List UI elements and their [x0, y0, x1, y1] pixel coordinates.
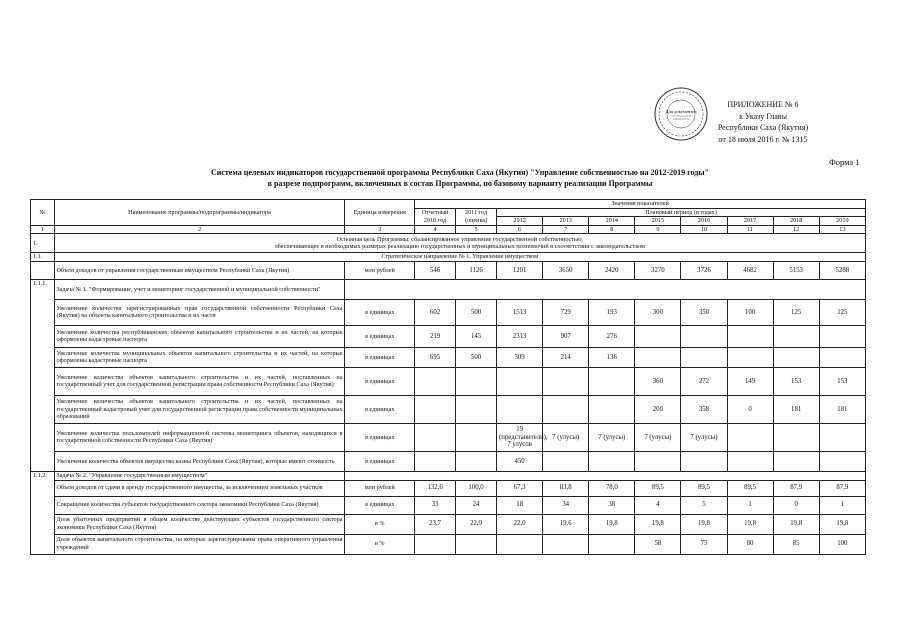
indicator-value — [727, 451, 773, 471]
indicator-value — [773, 325, 819, 347]
indicator-value: 19,8 — [589, 514, 635, 534]
indicator-value: 3270 — [635, 261, 681, 279]
indicators-table — [30, 199, 866, 555]
indicator-unit: млн рублей — [345, 261, 415, 279]
indicator-value: 89,5 — [727, 480, 773, 496]
header-estimate-year: 2011 год (оценка) — [456, 208, 497, 225]
column-number: 5 — [456, 225, 497, 234]
task-number: 1.1.1. — [31, 279, 55, 471]
direction-number: 1.1. — [31, 253, 55, 262]
indicator-value — [773, 347, 819, 367]
indicator-value: 100 — [819, 534, 865, 554]
indicator-value — [681, 325, 727, 347]
indicator-unit: в единицах — [345, 299, 415, 325]
indicator-value — [773, 423, 819, 451]
indicator-value: 149 — [727, 367, 773, 395]
indicator-value: 602 — [415, 299, 456, 325]
indicator-value: 19,8 — [727, 514, 773, 534]
indicator-value: 3726 — [681, 261, 727, 279]
indicator-value: 729 — [543, 299, 589, 325]
indicator-value: 5 — [681, 496, 727, 514]
indicator-value: 5288 — [819, 261, 865, 279]
title-line: Система целевых индикаторов государственной программы Республики Саха (Якутия) "Управление собственностью на 2012-2019 годы" — [210, 168, 710, 177]
indicator-value: 7 (улусы) — [681, 423, 727, 451]
indicator-value: 7 (улусы) — [589, 423, 635, 451]
number-cell — [31, 261, 55, 279]
indicator-name: Увеличение количества пользователей информационной системы мониторинга объектов, находящихся в государственной собственности Республики Саха (Якутия) — [54, 423, 345, 451]
indicator-value: 200 — [635, 395, 681, 423]
header-year: 2013 — [543, 217, 589, 226]
indicator-value: 276 — [589, 325, 635, 347]
indicator-value: 125 — [773, 299, 819, 325]
indicator-value: 125 — [819, 299, 865, 325]
header-year: 2015 — [635, 217, 681, 226]
table-row — [31, 261, 866, 279]
appendix-line: ПРИЛОЖЕНИЕ № 6 — [727, 100, 799, 109]
table-row — [31, 367, 866, 395]
indicator-value: 181 — [773, 395, 819, 423]
direction-row — [31, 253, 866, 262]
indicator-name: Объем доходов от сдачи в аренду государственного имущества, за исключением земельных участков — [54, 480, 345, 496]
column-number: 10 — [681, 225, 727, 234]
indicator-name: Сокращение количества субъектов государственного сектора экономики Республики Саха (Якутия) — [54, 496, 345, 514]
indicator-value — [635, 325, 681, 347]
indicator-value: 80 — [727, 534, 773, 554]
header-year: 2012 — [497, 217, 543, 226]
header-plan-period: Плановый период (в годах) — [497, 208, 866, 217]
table-row — [31, 534, 866, 554]
indicator-unit: в единицах — [345, 451, 415, 471]
table-row — [31, 423, 866, 451]
indicator-name: Увеличение количества объектов капитального строительства и их частей, поставленных на государственный учет для государственной регистрации права собственности Республики Саха (Якутия) — [54, 367, 345, 395]
indicator-value: 22,9 — [456, 514, 497, 534]
column-number: 11 — [727, 225, 773, 234]
header-year: 2016 — [681, 217, 727, 226]
indicator-value: 87,9 — [819, 480, 865, 496]
indicator-value: 24 — [456, 496, 497, 514]
task-row — [31, 279, 866, 299]
indicator-value: 89,5 — [681, 480, 727, 496]
indicator-value — [543, 395, 589, 423]
table-row — [31, 325, 866, 347]
header-year: 2014 — [589, 217, 635, 226]
indicator-unit: в единицах — [345, 423, 415, 451]
indicator-value: 1 — [727, 496, 773, 514]
header-values: Значения показателей — [415, 200, 866, 209]
indicator-name: Увеличение количества объектов имущества казны Республики Саха (Якутия), которые имеют стоимость — [54, 451, 345, 471]
indicator-value — [635, 451, 681, 471]
indicator-value: 1201 — [497, 261, 543, 279]
indicator-value: 136 — [589, 347, 635, 367]
indicator-value — [543, 451, 589, 471]
indicator-value: 3650 — [543, 261, 589, 279]
indicator-unit: в % — [345, 534, 415, 554]
indicator-unit: в % — [345, 514, 415, 534]
empty-cell — [345, 279, 866, 299]
direction-text: Стратегическое направление № 1. Управление имуществом — [54, 253, 865, 262]
header-number: № — [31, 200, 55, 226]
indicator-name: Объем доходов от управления государственным имуществом Республики Саха (Якутия) — [54, 261, 345, 279]
official-seal — [653, 86, 709, 142]
task-number: 1.1.2. — [31, 471, 55, 554]
header-name: Наименование программы/подпрограммы/индикатора — [54, 200, 345, 226]
indicator-value: 4 — [635, 496, 681, 514]
column-number: 2 — [54, 225, 345, 234]
indicator-value: 214 — [543, 347, 589, 367]
indicator-value: 19,8 — [819, 514, 865, 534]
column-number: 1 — [31, 225, 55, 234]
table-row — [31, 480, 866, 496]
indicator-value — [497, 395, 543, 423]
appendix-line: Республики Саха (Якутия) — [717, 123, 809, 132]
table-row — [31, 347, 866, 367]
indicator-value — [543, 367, 589, 395]
indicator-value — [497, 534, 543, 554]
indicator-value: 19,8 — [681, 514, 727, 534]
header-unit: Единица измерения — [345, 200, 415, 226]
column-number: 9 — [635, 225, 681, 234]
title-line: в разрезе подпрограмм, включенных в состав Программы, по базовому варианту реализации Программы — [267, 178, 653, 188]
svg-text:Для документов: Для документов — [665, 109, 697, 114]
indicator-value: 4682 — [727, 261, 773, 279]
indicator-value: 38 — [589, 496, 635, 514]
indicator-unit: в единицах — [345, 367, 415, 395]
column-number: 6 — [497, 225, 543, 234]
indicator-value — [415, 451, 456, 471]
indicator-value: 75 — [681, 534, 727, 554]
document-title — [150, 168, 770, 189]
indicator-value — [497, 367, 543, 395]
indicator-value: 695 — [415, 347, 456, 367]
indicator-value: 23,7 — [415, 514, 456, 534]
indicator-value — [589, 534, 635, 554]
indicator-value — [819, 325, 865, 347]
header-year: 2018 — [773, 217, 819, 226]
column-number: 4 — [415, 225, 456, 234]
indicator-value: 546 — [415, 261, 456, 279]
indicator-name: Увеличение количества объектов капитального строительства и их частей, поставленных на государственный кадастровый учет для государственной регистрации права собственности муниципальных образований — [54, 395, 345, 423]
task-row — [31, 471, 866, 480]
indicator-value: 153 — [773, 367, 819, 395]
header-report-year: Отчетный 2010 год — [415, 208, 456, 225]
table-row — [31, 395, 866, 423]
appendix-block — [712, 99, 814, 145]
indicator-value — [819, 423, 865, 451]
indicator-value: 100 — [727, 299, 773, 325]
indicator-value — [415, 395, 456, 423]
indicator-value: 0 — [773, 496, 819, 514]
indicator-unit: в единицах — [345, 347, 415, 367]
indicator-unit: в единицах — [345, 395, 415, 423]
indicator-value: 19,8 — [635, 514, 681, 534]
goal-number: 1. — [31, 234, 55, 253]
indicator-value — [415, 367, 456, 395]
indicator-value: 67,3 — [497, 480, 543, 496]
indicator-unit: млн рублей — [345, 480, 415, 496]
indicator-value: 85 — [773, 534, 819, 554]
indicator-unit: в единицах — [345, 325, 415, 347]
column-number: 13 — [819, 225, 865, 234]
indicator-value — [456, 534, 497, 554]
indicator-value: 193 — [589, 299, 635, 325]
indicator-value — [415, 534, 456, 554]
indicator-value: 1 — [819, 496, 865, 514]
indicator-value: 87,9 — [773, 480, 819, 496]
indicator-value: 34 — [543, 496, 589, 514]
indicator-value: 350 — [681, 299, 727, 325]
indicator-value: 132,6 — [415, 480, 456, 496]
indicator-value: 500 — [456, 299, 497, 325]
appendix-line: к Указу Главы — [739, 111, 787, 121]
empty-cell — [345, 471, 866, 480]
indicator-value: 89,5 — [635, 480, 681, 496]
indicator-value — [727, 347, 773, 367]
table-row — [31, 496, 866, 514]
indicator-value: 181 — [819, 395, 865, 423]
indicator-name: Увеличение количества республиканских объектов капитального строительства и их частей, на которые оформлены кадастровые паспорта — [54, 325, 345, 347]
indicator-value: 450 — [497, 451, 543, 471]
indicator-value: 358 — [681, 395, 727, 423]
indicator-value: 78,0 — [589, 480, 635, 496]
indicator-value — [727, 423, 773, 451]
indicator-value: 2420 — [589, 261, 635, 279]
indicator-value — [456, 451, 497, 471]
task-text: Задача № 1. "Формирование, учет и мониторинг государственной и муниципальной собственности" — [54, 279, 345, 299]
indicator-value: 18 — [497, 496, 543, 514]
column-number: 8 — [589, 225, 635, 234]
indicator-value — [773, 451, 819, 471]
column-number: 12 — [773, 225, 819, 234]
column-number: 3 — [345, 225, 415, 234]
goal-row — [31, 234, 866, 253]
indicator-value: 2313 — [497, 325, 543, 347]
indicator-name: Увеличение количества муниципальных объектов капитального строительства и их частей, на которые оформлены кадастровые паспорта — [54, 347, 345, 367]
indicator-value — [543, 534, 589, 554]
indicator-value — [681, 347, 727, 367]
indicator-value — [681, 451, 727, 471]
column-number: 7 — [543, 225, 589, 234]
indicator-value: 22,0 — [497, 514, 543, 534]
indicator-value — [727, 325, 773, 347]
indicator-value: 19,8 — [773, 514, 819, 534]
indicator-value — [456, 367, 497, 395]
indicator-value: 5153 — [773, 261, 819, 279]
indicator-value: 83,8 — [543, 480, 589, 496]
appendix-line: от 18 июля 2016 г. № 1315 — [718, 134, 808, 144]
indicator-value: 33 — [415, 496, 456, 514]
header-year: 2019 — [819, 217, 865, 226]
indicator-value: 907 — [543, 325, 589, 347]
indicator-value — [819, 347, 865, 367]
indicator-value — [589, 395, 635, 423]
indicator-name: Доля объектов капитального строительства, на которые зарегистрированы права оперативного управления учреждений — [54, 534, 345, 554]
indicator-value: 7 (улусы) — [543, 423, 589, 451]
indicator-name: Доля убыточных предприятий в общем количестве действующих субъектов государственного сектора экономики Республики Саха (Якутия) — [54, 514, 345, 534]
indicator-unit: в единицах — [345, 496, 415, 514]
indicator-value: 1126 — [456, 261, 497, 279]
indicator-value: 1513 — [497, 299, 543, 325]
indicator-value: 100,0 — [456, 480, 497, 496]
indicator-value: 300 — [635, 299, 681, 325]
indicator-value: 145 — [456, 325, 497, 347]
indicator-value: 58 — [635, 534, 681, 554]
indicator-value: 19 (представители), 7 улусов — [497, 423, 543, 451]
table-row — [31, 299, 866, 325]
form-label: Форма 1 — [829, 157, 860, 167]
indicator-value: 360 — [635, 367, 681, 395]
indicator-value: 153 — [819, 367, 865, 395]
indicator-name: Увеличение количества зарегистрированных прав государственной собственности Республики Саха (Якутия) на объекты капитального строительства и их части — [54, 299, 345, 325]
indicator-value: 272 — [681, 367, 727, 395]
indicator-value — [456, 423, 497, 451]
indicator-value — [589, 367, 635, 395]
table-row — [31, 514, 866, 534]
header-year: 2017 — [727, 217, 773, 226]
indicator-value: 500 — [456, 347, 497, 367]
indicator-value: 0 — [727, 395, 773, 423]
indicator-value — [589, 451, 635, 471]
task-text: Задача № 2. "Управление государственным имуществом" — [54, 471, 345, 480]
table-row — [31, 451, 866, 471]
indicator-value — [456, 395, 497, 423]
indicator-value: 309 — [497, 347, 543, 367]
indicator-value: 19,6 — [543, 514, 589, 534]
goal-text: Основная цель Программы: сбалансированное управление государственной собственностью, обеспечивающее в необходимых размерах реализацию государственных и муниципальных полномочий в соответствии с законодательством — [54, 234, 865, 253]
indicator-value: 219 — [415, 325, 456, 347]
indicator-value — [819, 451, 865, 471]
indicator-value: 7 (улусы) — [635, 423, 681, 451]
indicator-value — [415, 423, 456, 451]
indicator-value — [635, 347, 681, 367]
